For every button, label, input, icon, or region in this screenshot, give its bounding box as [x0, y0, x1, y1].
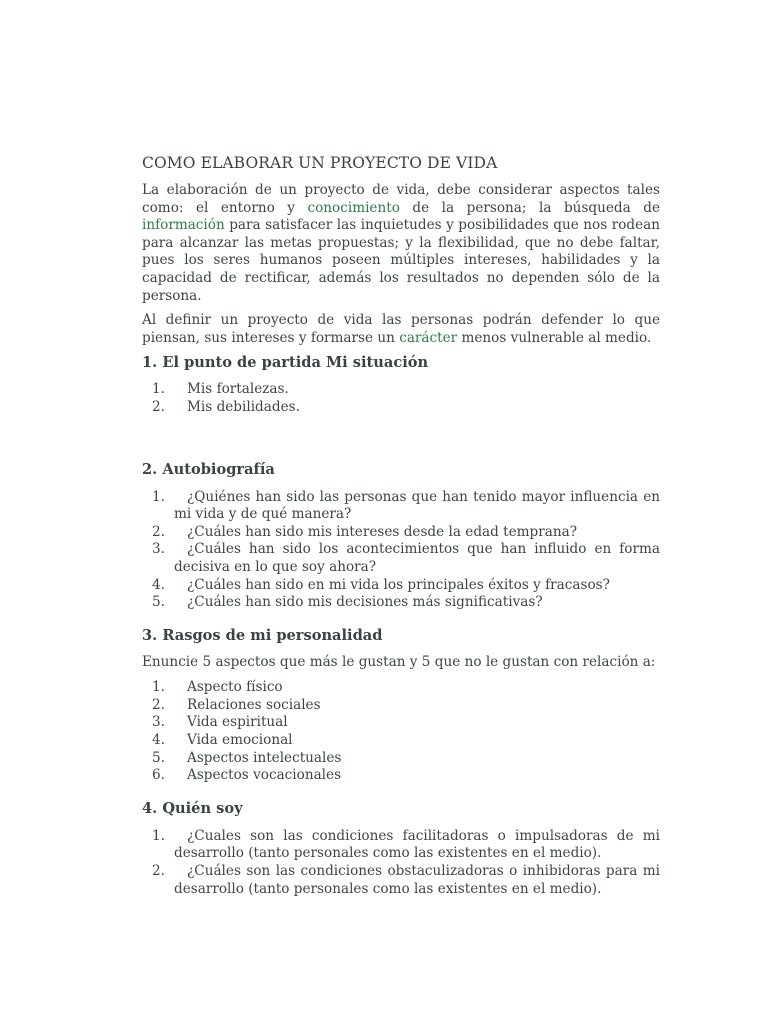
list-number: 2. — [152, 863, 165, 880]
list-number: 3. — [152, 714, 165, 731]
list-number: 1. — [152, 679, 165, 696]
section-heading-2: 2. Autobiografía — [142, 460, 275, 478]
intro-text: para satisfacer las inquietudes y posibilidades que nos rodean para alcanzar las metas propuestas; y la flexibilidad, que no debe faltar, pues los seres humanos poseen múltiples intereses, habilidades y la capacidad de rectificar, además los resultados no dependen sólo de la persona. — [142, 217, 660, 304]
list-number: 4. — [152, 732, 165, 749]
list-text: Mis fortalezas. — [187, 381, 289, 398]
document-page — [142, 154, 660, 898]
link-informacion[interactable]: información — [142, 217, 225, 234]
list-item — [142, 863, 660, 898]
list-item — [142, 489, 660, 524]
page-title: COMO ELABORAR UN PROYECTO DE VIDA — [142, 154, 498, 172]
list-number: 1. — [152, 381, 165, 398]
list-number: 3. — [152, 541, 165, 558]
list-section-1 — [142, 381, 660, 416]
list-text: ¿Cuáles han sido mis decisiones más significativas? — [187, 594, 543, 611]
list-item — [142, 714, 660, 732]
list-text: ¿Cuales son las condiciones facilitadoras o impulsadoras de mi desarrollo (tanto personales como las existentes en el medio). — [174, 827, 660, 862]
list-text: ¿Cuáles han sido los acontecimientos que han influido en forma decisiva en lo que soy ahora? — [174, 541, 660, 575]
list-text: Mis debilidades. — [187, 398, 300, 415]
list-text: Aspectos intelectuales — [187, 749, 342, 766]
intro-text: de la persona; la búsqueda de — [399, 199, 660, 216]
list-item — [142, 399, 660, 417]
list-number: 1. — [152, 488, 165, 505]
list-text: Aspectos vocacionales — [187, 767, 342, 784]
list-number: 2. — [152, 523, 165, 540]
intro-paragraph-2 — [142, 312, 660, 347]
list-number: 4. — [152, 576, 165, 593]
list-item — [142, 750, 660, 768]
intro-text: menos vulnerable al medio. — [457, 329, 652, 346]
list-item — [142, 594, 660, 612]
link-conocimiento[interactable]: conocimiento — [307, 199, 400, 216]
list-section-4 — [142, 828, 660, 898]
intro-text: Al definir un proyecto de vida las personas podrán defender lo que piensan, sus intereses y formarse un — [142, 312, 660, 346]
list-text: ¿Cuáles han sido mis intereses desde la edad temprana? — [187, 523, 577, 540]
list-text: ¿Quiénes han sido las personas que han tenido mayor influencia en mi vida y de qué manera? — [174, 488, 660, 523]
link-caracter[interactable]: carácter — [399, 329, 458, 346]
list-text: ¿Cuáles son las condiciones obstaculizadoras o inhibidoras para mi desarrollo (tanto personales como las existentes en el medio). — [174, 863, 660, 897]
list-item — [142, 541, 660, 576]
list-item — [142, 524, 660, 542]
list-item — [142, 697, 660, 715]
list-text: Vida espiritual — [187, 714, 288, 731]
list-item — [142, 381, 660, 399]
list-text: Aspecto físico — [187, 679, 283, 696]
list-text: Relaciones sociales — [187, 696, 321, 713]
list-item — [142, 828, 660, 863]
list-number: 1. — [152, 827, 165, 844]
list-number: 2. — [152, 398, 165, 415]
list-number: 6. — [152, 767, 165, 784]
list-text: ¿Cuáles han sido en mi vida los principales éxitos y fracasos? — [187, 576, 610, 593]
list-item — [142, 767, 660, 785]
section-3-intro: Enuncie 5 aspectos que más le gustan y 5 que no le gustan con relación a: — [142, 653, 656, 670]
section-heading-1: 1. El punto de partida Mi situación — [142, 354, 429, 372]
list-number: 5. — [152, 749, 165, 766]
list-section-3 — [142, 679, 660, 785]
list-number: 2. — [152, 696, 165, 713]
list-item — [142, 577, 660, 595]
list-section-2 — [142, 489, 660, 612]
section-heading-4: 4. Quién soy — [142, 799, 243, 817]
intro-paragraph-1 — [142, 182, 660, 305]
intro-text: La elaboración de un proyecto de vida, debe considerar aspectos tales como: el entorno y — [142, 182, 660, 216]
section-heading-3: 3. Rasgos de mi personalidad — [142, 626, 383, 644]
list-item — [142, 679, 660, 697]
list-number: 5. — [152, 594, 165, 611]
list-item — [142, 732, 660, 750]
list-text: Vida emocional — [187, 732, 293, 749]
